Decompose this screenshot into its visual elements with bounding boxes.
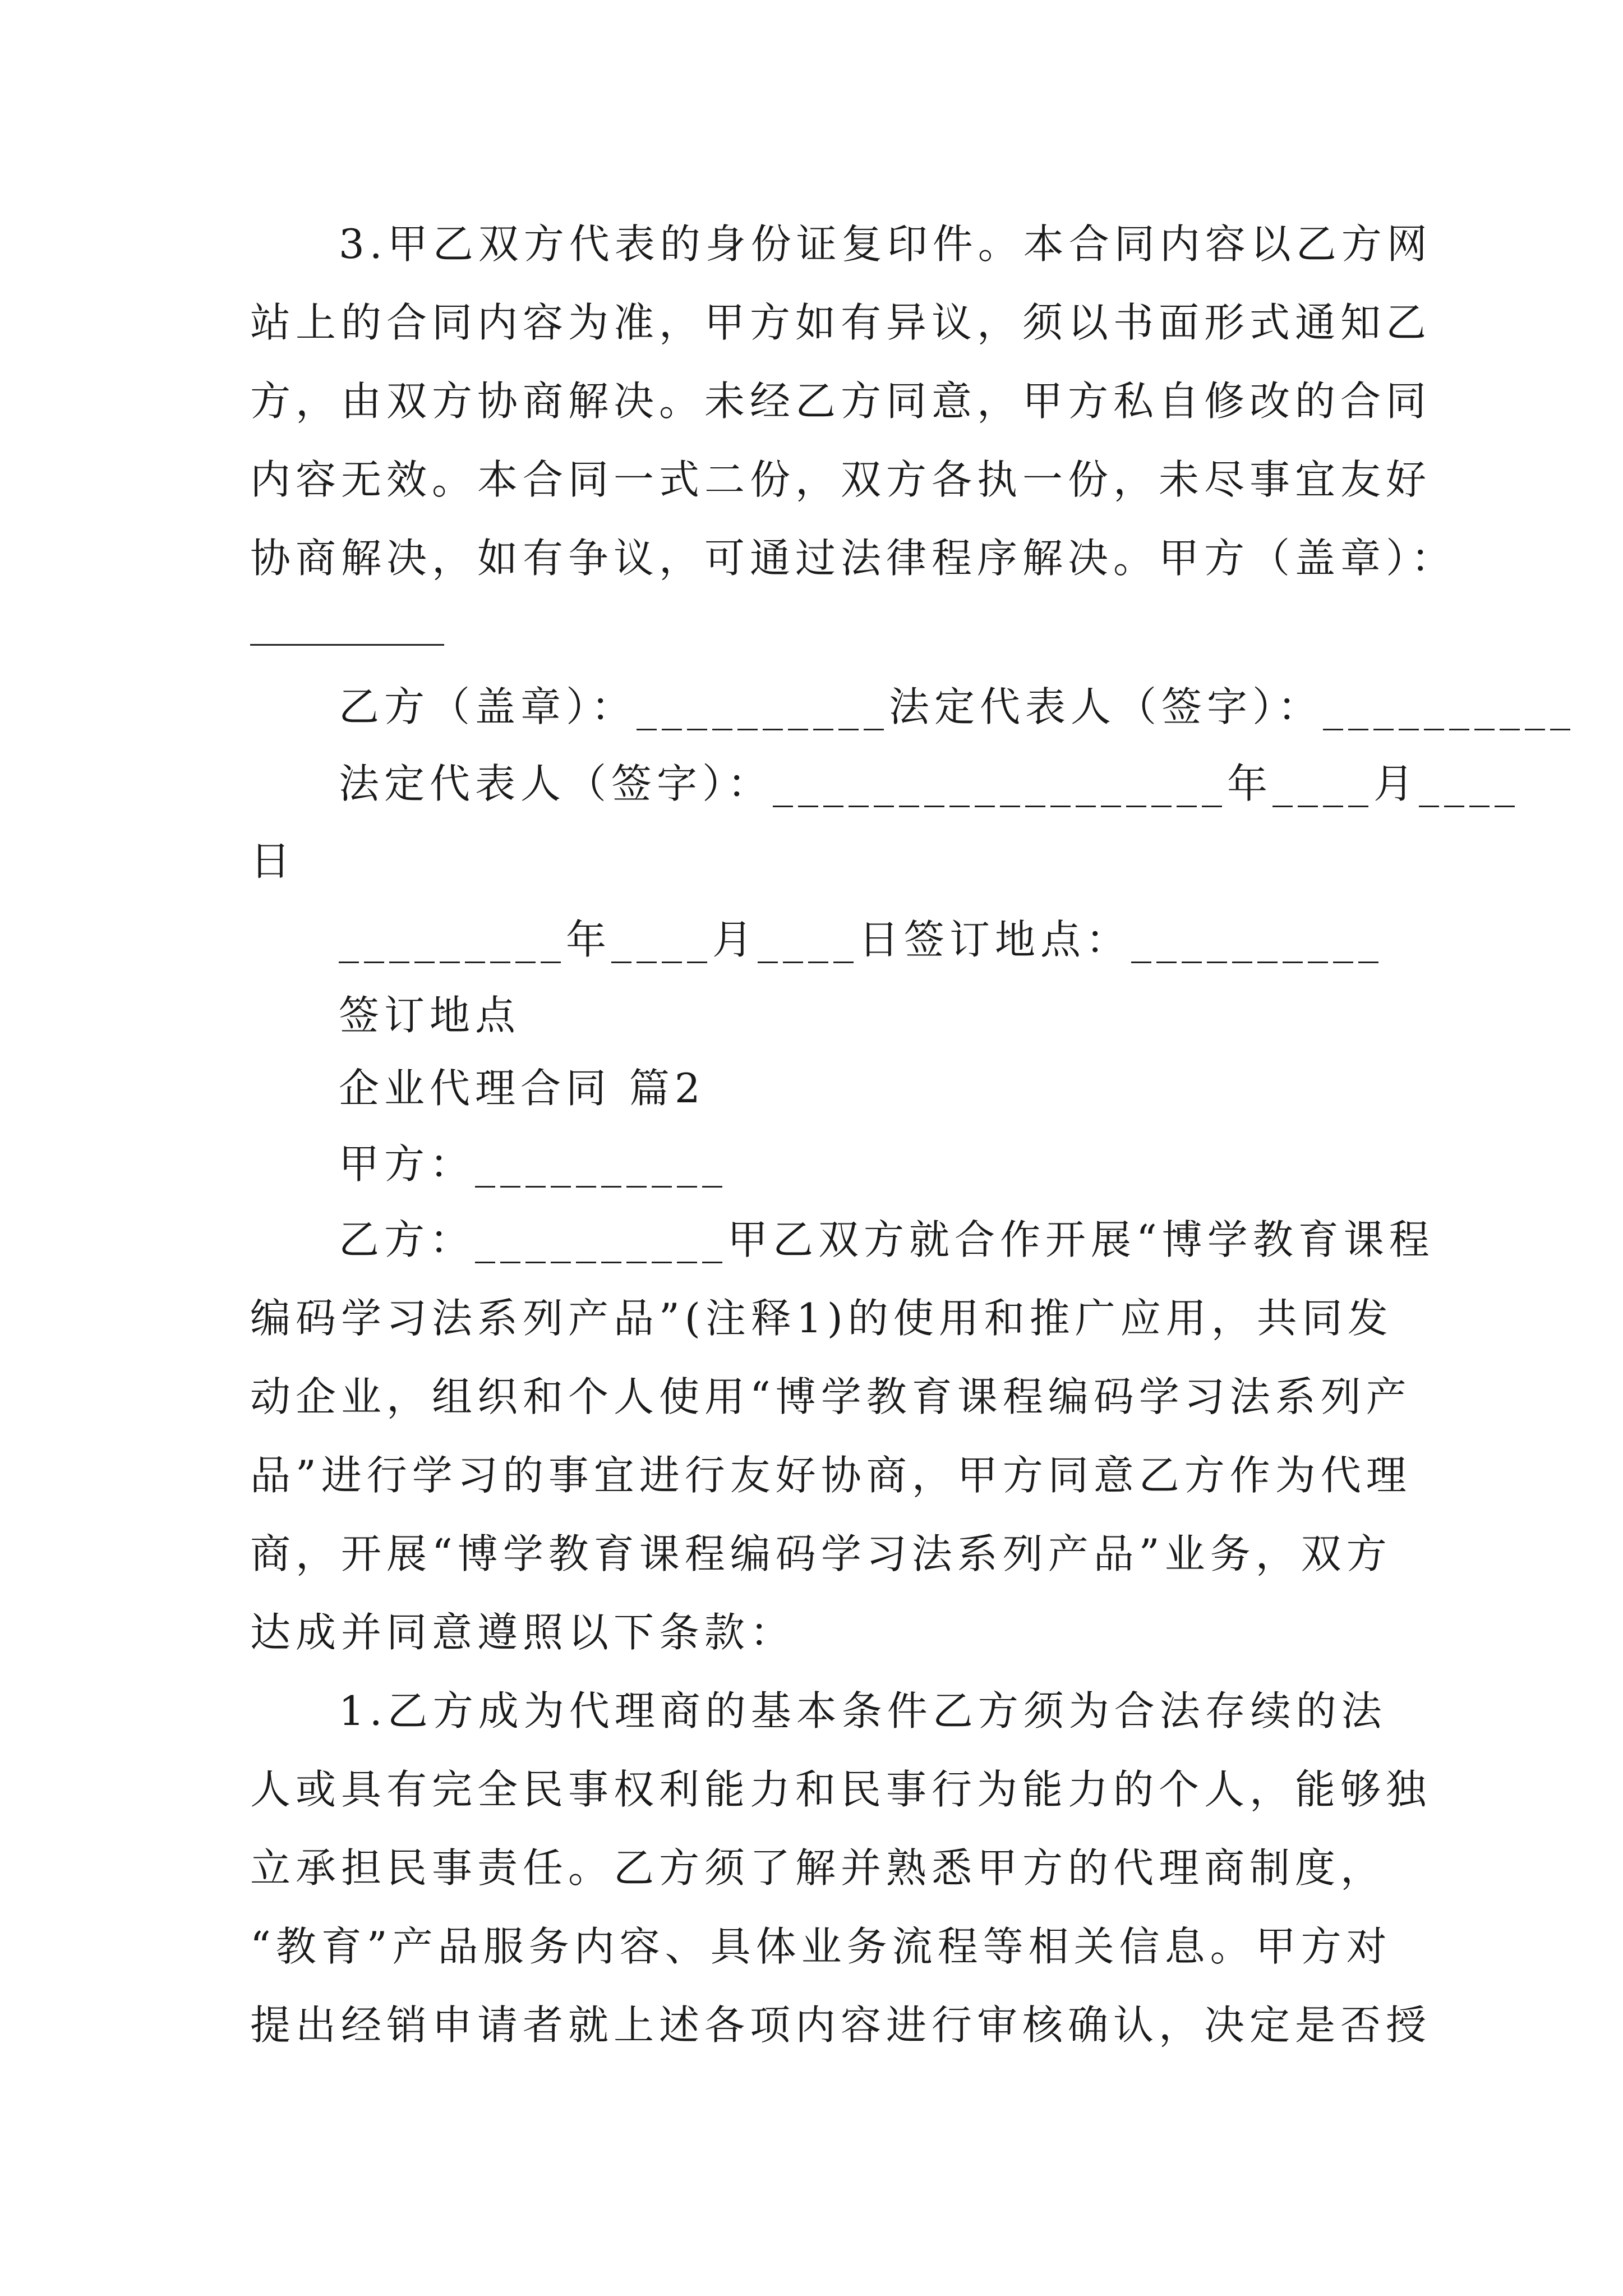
paragraph-line: 1.乙方成为代理商的基本条件乙方须为合法存续的法 bbox=[339, 1687, 1387, 1734]
paragraph-line: 乙方：__________甲乙双方就合作开展“博学教育课程 bbox=[339, 1216, 1435, 1263]
paragraph-line: “教育”产品服务内容、具体业务流程等相关信息。甲方对 bbox=[250, 1923, 1392, 1970]
paragraph-line: 品”进行学习的事宜进行友好协商，甲方同意乙方作为代理 bbox=[250, 1452, 1412, 1499]
paragraph-line: 提出经销申请者就上述各项内容进行审核确认，决定是否授 bbox=[250, 2001, 1432, 2049]
paragraph-line: 方，由双方协商解决。未经乙方同意，甲方私自修改的合同 bbox=[250, 378, 1432, 425]
signature-blank-line bbox=[250, 644, 444, 646]
signature-line: 法定代表人（签字）：__________________年____月____ bbox=[339, 760, 1520, 807]
paragraph-line: 编码学习法系列产品”(注释1)的使用和推广应用，共同发 bbox=[250, 1295, 1393, 1342]
signature-line: 乙方（盖章）：__________法定代表人（签字）：__________ bbox=[339, 683, 1576, 730]
party-a-line: 甲方：__________ bbox=[339, 1140, 728, 1188]
paragraph-line: 达成并同意遵照以下条款： bbox=[250, 1609, 796, 1656]
paragraph-line: 商，开展“博学教育课程编码学习法系列产品”业务，双方 bbox=[250, 1530, 1392, 1577]
paragraph-line: 3.甲乙双方代表的身份证复印件。本合同内容以乙方网 bbox=[339, 220, 1432, 268]
section-heading: 企业代理合同 篇2 bbox=[339, 1065, 706, 1112]
paragraph-line: 立承担民事责任。乙方须了解并熟悉甲方的代理商制度， bbox=[250, 1844, 1386, 1892]
place-label: 签订地点 bbox=[339, 992, 521, 1039]
paragraph-line: 站上的合同内容为准，甲方如有异议，须以书面形式通知乙 bbox=[250, 299, 1432, 346]
paragraph-line: 人或具有完全民事权利能力和民事行为能力的个人，能够独 bbox=[250, 1766, 1432, 1813]
paragraph-line: 协商解决，如有争议，可通过法律程序解决。甲方（盖章）： bbox=[250, 535, 1457, 582]
signature-line: 日 bbox=[250, 838, 296, 885]
date-place-line: _________年____月____日签订地点：__________ bbox=[339, 916, 1384, 963]
paragraph-line: 动企业，组织和个人使用“博学教育课程编码学习法系列产 bbox=[250, 1373, 1412, 1420]
paragraph-line: 内容无效。本合同一式二份，双方各执一份，未尽事宜友好 bbox=[250, 456, 1432, 503]
